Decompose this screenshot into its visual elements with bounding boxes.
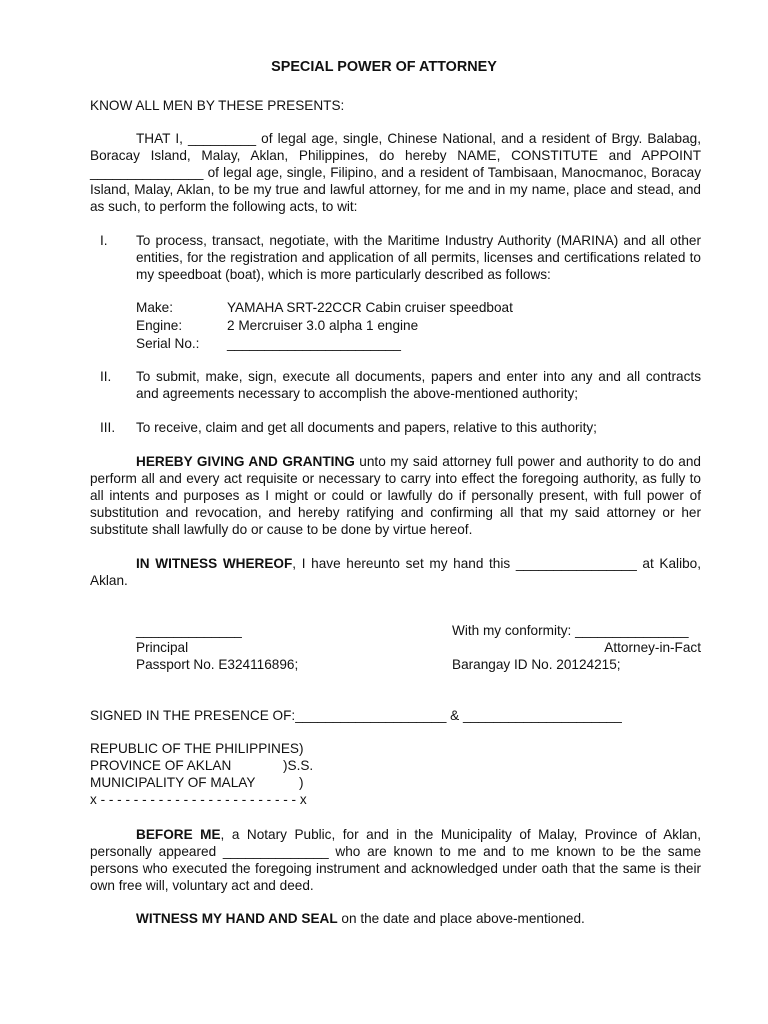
venue-province-row: [90, 757, 490, 774]
before-me-heading: BEFORE ME: [136, 827, 221, 842]
boat-specs: [136, 299, 513, 353]
principal-signature-block: [136, 622, 416, 673]
list-item-number: II.: [100, 369, 112, 384]
list-item-text: To submit, make, sign, execute all documents, papers and enter into any and all contracts and agreements necessary to accomplish the above-mentioned authority;: [136, 369, 701, 401]
venue-republic: REPUBLIC OF THE PHILIPPINES): [90, 741, 304, 756]
list-item-text: To receive, claim and get all documents and papers, relative to this authority;: [136, 420, 597, 435]
spec-row: [136, 299, 513, 317]
venue-x-line: x - - - - - - - - - - - - - - - - - - - - - - - - x: [90, 792, 307, 807]
granting-paragraph: [90, 453, 701, 538]
spec-label: Make:: [136, 300, 174, 315]
principal-signature-line: ______________: [136, 623, 242, 638]
seal-heading: WITNESS MY HAND AND SEAL: [136, 911, 338, 926]
venue-province-ss: )S.S.: [283, 758, 314, 773]
before-me-paragraph: [90, 826, 701, 894]
list-item-number: I.: [100, 233, 108, 248]
spec-row: [136, 317, 513, 335]
spec-row: [136, 335, 513, 353]
list-item: [90, 232, 701, 283]
before-me-text: , a Notary Public, for and in the Municipality of Malay, Province of Aklan, personally appeared ______________ who are known to me and to me known to be the same persons who executed the foregoing instrument and acknowledged under oath that the same is their own free will, voluntary act and deed.: [90, 827, 701, 893]
granting-text: unto my said attorney full power and authority to do and perform all and every act requisite or necessary to carry into effect the foregoing authority, as fully to all intents and purposes as I might or could or lawfully do if personally present, with full power of substitution and revocation, and hereby ratifying and confirming all that my said attorney or her substitute shall lawfully do or cause to be done by virtue hereof.: [90, 454, 701, 537]
spec-value: 2 Mercruiser 3.0 alpha 1 engine: [227, 318, 419, 333]
spec-label: Engine:: [136, 318, 183, 333]
attorney-conformity-line: With my conformity: _______________: [452, 623, 689, 638]
signed-presence-line: SIGNED IN THE PRESENCE OF:____________________ & _____________________: [90, 708, 622, 723]
seal-paragraph: [90, 910, 701, 927]
witness-paragraph: [90, 555, 701, 589]
opening-paragraph: THAT I, _________ of legal age, single, Chinese National, and a resident of Brgy. Balabag, Boracay Island, Malay, Aklan, Philippines, do hereby NAME, CONSTITUTE and APPOINT _______________ of legal age, single, Filipino, and a resident of Tambisaan, Manocmanoc, Boracay Island, Malay, Aklan, to be my true and lawful attorney, for me and in my name, place and stead, and as such, to perform the following acts, to wit:: [90, 131, 701, 214]
venue-municipality-paren: ): [299, 775, 304, 790]
witness-heading: IN WITNESS WHEREOF: [136, 556, 293, 571]
granting-heading: HEREBY GIVING AND GRANTING: [136, 454, 355, 469]
list-item: [90, 368, 701, 402]
attorney-id: Barangay ID No. 20124215;: [452, 657, 621, 672]
document-title: SPECIAL POWER OF ATTORNEY: [271, 59, 497, 75]
list-item: [90, 419, 701, 436]
witness-text: , I have hereunto set my hand this ________________ at Kalibo, Aklan.: [90, 556, 701, 588]
seal-text: on the date and place above-mentioned.: [337, 911, 585, 926]
spec-label: Serial No.:: [136, 336, 200, 351]
list-item-text: To process, transact, negotiate, with the Maritime Industry Authority (MARINA) and all other entities, for the registration and application of all permits, licenses and certifications related to my speedboat (boat), which is more particularly described as follows:: [136, 233, 701, 282]
principal-id: Passport No. E324116896;: [136, 657, 299, 672]
venue-municipality-row: [90, 774, 490, 791]
notarial-venue: [90, 740, 490, 808]
spec-value: _______________________: [227, 336, 401, 351]
greeting: KNOW ALL MEN BY THESE PRESENTS:: [90, 98, 345, 113]
venue-municipality: MUNICIPALITY OF MALAY: [90, 775, 256, 790]
spec-value: YAMAHA SRT-22CCR Cabin cruiser speedboat: [227, 300, 513, 315]
list-item-number: III.: [100, 420, 116, 435]
principal-role: Principal: [136, 640, 189, 655]
attorney-role: Attorney-in-Fact: [604, 640, 701, 655]
attorney-signature-block: [452, 622, 701, 673]
venue-province: PROVINCE OF AKLAN: [90, 758, 232, 773]
